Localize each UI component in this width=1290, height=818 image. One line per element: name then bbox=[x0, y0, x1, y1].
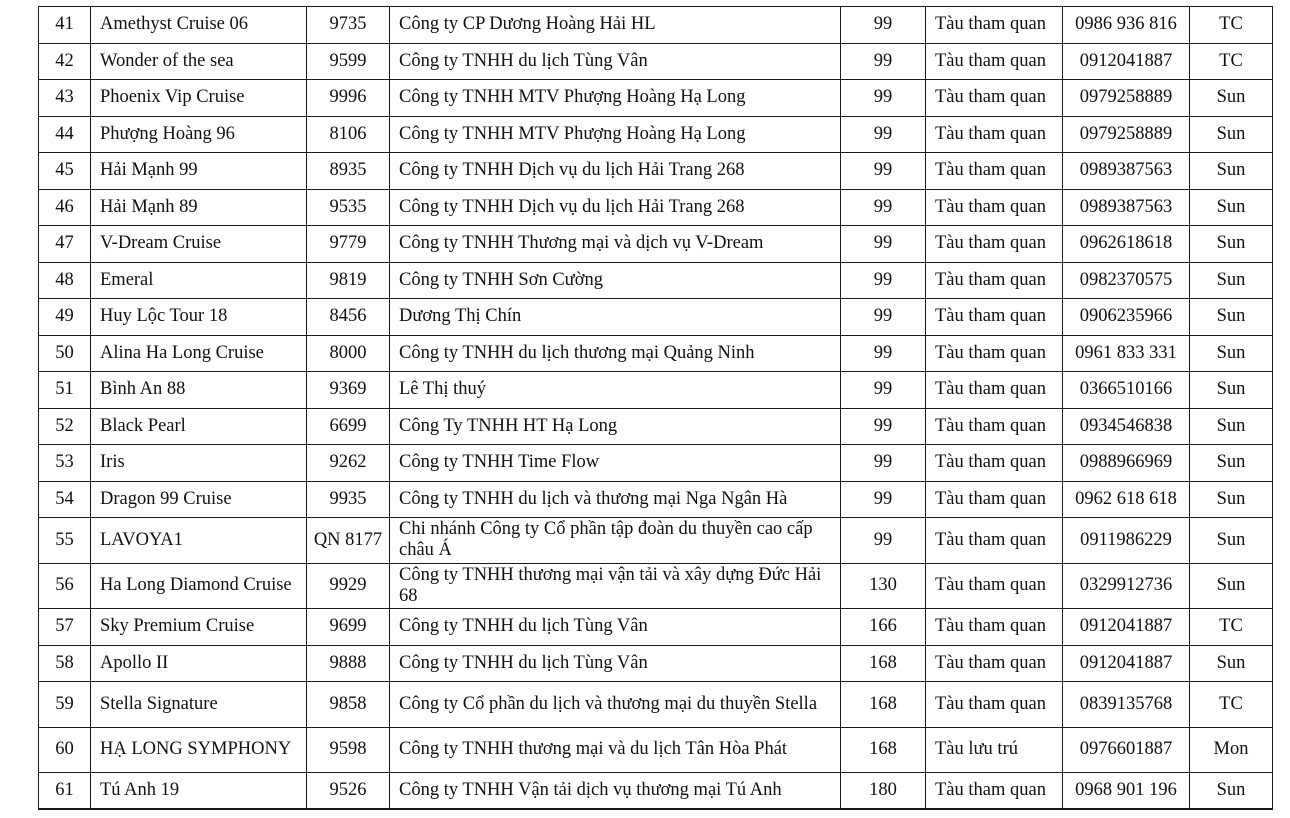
phone-number: 0968 901 196 bbox=[1063, 773, 1190, 810]
registration-number: 8000 bbox=[307, 335, 390, 372]
area-code: Sun bbox=[1190, 262, 1273, 299]
seat-count: 168 bbox=[841, 727, 926, 773]
owner-name: Dương Thị Chín bbox=[390, 299, 841, 336]
vessel-type: Tàu tham quan bbox=[926, 563, 1063, 609]
owner-name: Công ty TNHH du lịch thương mại Quảng Ninh bbox=[390, 335, 841, 372]
vessel-type: Tàu tham quan bbox=[926, 153, 1063, 190]
row-number: 51 bbox=[39, 372, 91, 409]
row-number: 60 bbox=[39, 727, 91, 773]
seat-count: 99 bbox=[841, 80, 926, 117]
registration-number: 9996 bbox=[307, 80, 390, 117]
phone-number: 0329912736 bbox=[1063, 563, 1190, 609]
vessel-name: HẠ LONG SYMPHONY bbox=[91, 727, 307, 773]
vessel-type: Tàu tham quan bbox=[926, 335, 1063, 372]
owner-name: Lê Thị thuý bbox=[390, 372, 841, 409]
row-number: 49 bbox=[39, 299, 91, 336]
phone-number: 0989387563 bbox=[1063, 153, 1190, 190]
vessel-type: Tàu tham quan bbox=[926, 682, 1063, 728]
row-number: 50 bbox=[39, 335, 91, 372]
phone-number: 0982370575 bbox=[1063, 262, 1190, 299]
area-code: Sun bbox=[1190, 563, 1273, 609]
table-row bbox=[39, 335, 1273, 372]
area-code: Sun bbox=[1190, 518, 1273, 564]
vessel-name: Black Pearl bbox=[91, 408, 307, 445]
area-code: Sun bbox=[1190, 80, 1273, 117]
seat-count: 99 bbox=[841, 445, 926, 482]
row-number: 58 bbox=[39, 645, 91, 682]
area-code: Sun bbox=[1190, 189, 1273, 226]
table-row bbox=[39, 80, 1273, 117]
vessel-name: Amethyst Cruise 06 bbox=[91, 7, 307, 44]
vessel-type: Tàu tham quan bbox=[926, 645, 1063, 682]
table-row bbox=[39, 609, 1273, 646]
phone-number: 0976601887 bbox=[1063, 727, 1190, 773]
owner-name: Công Ty TNHH HT Hạ Long bbox=[390, 408, 841, 445]
owner-name: Công ty TNHH MTV Phượng Hoàng Hạ Long bbox=[390, 80, 841, 117]
phone-number: 0986 936 816 bbox=[1063, 7, 1190, 44]
table-row bbox=[39, 445, 1273, 482]
area-code: TC bbox=[1190, 43, 1273, 80]
table-row bbox=[39, 299, 1273, 336]
vessel-name: LAVOYA1 bbox=[91, 518, 307, 564]
registration-number: 8935 bbox=[307, 153, 390, 190]
row-number: 53 bbox=[39, 445, 91, 482]
owner-name: Công ty CP Dương Hoàng Hải HL bbox=[390, 7, 841, 44]
owner-name: Công ty TNHH Thương mại và dịch vụ V-Dream bbox=[390, 226, 841, 263]
row-number: 42 bbox=[39, 43, 91, 80]
seat-count: 130 bbox=[841, 563, 926, 609]
registration-number: 8456 bbox=[307, 299, 390, 336]
vessel-type: Tàu tham quan bbox=[926, 299, 1063, 336]
table-row bbox=[39, 116, 1273, 153]
vessel-type: Tàu tham quan bbox=[926, 116, 1063, 153]
owner-name: Công ty TNHH thương mại vận tải và xây dựng Đức Hải 68 bbox=[390, 563, 841, 609]
area-code: Sun bbox=[1190, 226, 1273, 263]
row-number: 59 bbox=[39, 682, 91, 728]
area-code: Sun bbox=[1190, 645, 1273, 682]
vessel-type: Tàu tham quan bbox=[926, 80, 1063, 117]
seat-count: 99 bbox=[841, 299, 926, 336]
area-code: Sun bbox=[1190, 153, 1273, 190]
table-row bbox=[39, 408, 1273, 445]
row-number: 43 bbox=[39, 80, 91, 117]
vessel-name: Bình An 88 bbox=[91, 372, 307, 409]
registration-number: 9262 bbox=[307, 445, 390, 482]
row-number: 61 bbox=[39, 773, 91, 810]
vessel-name: Iris bbox=[91, 445, 307, 482]
vessel-name: Apollo II bbox=[91, 645, 307, 682]
vessel-name: Phoenix Vip Cruise bbox=[91, 80, 307, 117]
registration-number: QN 8177 bbox=[307, 518, 390, 564]
area-code: TC bbox=[1190, 7, 1273, 44]
vessel-name: Dragon 99 Cruise bbox=[91, 481, 307, 518]
vessel-name: Sky Premium Cruise bbox=[91, 609, 307, 646]
vessel-type: Tàu tham quan bbox=[926, 408, 1063, 445]
phone-number: 0989387563 bbox=[1063, 189, 1190, 226]
phone-number: 0912041887 bbox=[1063, 609, 1190, 646]
table-row bbox=[39, 682, 1273, 728]
seat-count: 99 bbox=[841, 481, 926, 518]
table-row bbox=[39, 481, 1273, 518]
vessel-name: Stella Signature bbox=[91, 682, 307, 728]
document-page bbox=[38, 6, 1272, 810]
seat-count: 99 bbox=[841, 189, 926, 226]
seat-count: 168 bbox=[841, 645, 926, 682]
row-number: 41 bbox=[39, 7, 91, 44]
vessel-type: Tàu tham quan bbox=[926, 609, 1063, 646]
seat-count: 99 bbox=[841, 518, 926, 564]
vessel-type: Tàu tham quan bbox=[926, 372, 1063, 409]
owner-name: Công ty TNHH du lịch Tùng Vân bbox=[390, 609, 841, 646]
phone-number: 0979258889 bbox=[1063, 80, 1190, 117]
phone-number: 0839135768 bbox=[1063, 682, 1190, 728]
seat-count: 99 bbox=[841, 262, 926, 299]
row-number: 47 bbox=[39, 226, 91, 263]
registration-number: 8106 bbox=[307, 116, 390, 153]
registration-number: 9888 bbox=[307, 645, 390, 682]
table-row bbox=[39, 153, 1273, 190]
vessel-table-body bbox=[39, 7, 1273, 810]
area-code: Sun bbox=[1190, 481, 1273, 518]
owner-name: Chi nhánh Công ty Cổ phần tập đoàn du thuyền cao cấp châu Á bbox=[390, 518, 841, 564]
vessel-table bbox=[38, 6, 1273, 810]
table-row bbox=[39, 262, 1273, 299]
seat-count: 99 bbox=[841, 226, 926, 263]
table-row bbox=[39, 7, 1273, 44]
vessel-type: Tàu tham quan bbox=[926, 43, 1063, 80]
registration-number: 9819 bbox=[307, 262, 390, 299]
seat-count: 99 bbox=[841, 153, 926, 190]
vessel-name: Wonder of the sea bbox=[91, 43, 307, 80]
vessel-type: Tàu tham quan bbox=[926, 226, 1063, 263]
vessel-type: Tàu tham quan bbox=[926, 518, 1063, 564]
area-code: Sun bbox=[1190, 335, 1273, 372]
vessel-type: Tàu lưu trú bbox=[926, 727, 1063, 773]
row-number: 57 bbox=[39, 609, 91, 646]
row-number: 56 bbox=[39, 563, 91, 609]
area-code: Sun bbox=[1190, 773, 1273, 810]
seat-count: 168 bbox=[841, 682, 926, 728]
vessel-name: Hải Mạnh 99 bbox=[91, 153, 307, 190]
phone-number: 0912041887 bbox=[1063, 43, 1190, 80]
registration-number: 9929 bbox=[307, 563, 390, 609]
phone-number: 0988966969 bbox=[1063, 445, 1190, 482]
phone-number: 0366510166 bbox=[1063, 372, 1190, 409]
registration-number: 9535 bbox=[307, 189, 390, 226]
seat-count: 180 bbox=[841, 773, 926, 810]
row-number: 54 bbox=[39, 481, 91, 518]
row-number: 44 bbox=[39, 116, 91, 153]
area-code: Sun bbox=[1190, 445, 1273, 482]
area-code: TC bbox=[1190, 609, 1273, 646]
table-row bbox=[39, 773, 1273, 810]
owner-name: Công ty TNHH du lịch Tùng Vân bbox=[390, 43, 841, 80]
registration-number: 9369 bbox=[307, 372, 390, 409]
registration-number: 9935 bbox=[307, 481, 390, 518]
phone-number: 0906235966 bbox=[1063, 299, 1190, 336]
area-code: Sun bbox=[1190, 299, 1273, 336]
registration-number: 6699 bbox=[307, 408, 390, 445]
vessel-type: Tàu tham quan bbox=[926, 189, 1063, 226]
row-number: 55 bbox=[39, 518, 91, 564]
registration-number: 9699 bbox=[307, 609, 390, 646]
vessel-type: Tàu tham quan bbox=[926, 445, 1063, 482]
vessel-name: Huy Lộc Tour 18 bbox=[91, 299, 307, 336]
vessel-type: Tàu tham quan bbox=[926, 7, 1063, 44]
owner-name: Công ty TNHH Sơn Cường bbox=[390, 262, 841, 299]
registration-number: 9598 bbox=[307, 727, 390, 773]
table-row bbox=[39, 226, 1273, 263]
area-code: Sun bbox=[1190, 372, 1273, 409]
seat-count: 99 bbox=[841, 335, 926, 372]
owner-name: Công ty TNHH thương mại và du lịch Tân Hòa Phát bbox=[390, 727, 841, 773]
seat-count: 99 bbox=[841, 408, 926, 445]
phone-number: 0961 833 331 bbox=[1063, 335, 1190, 372]
phone-number: 0934546838 bbox=[1063, 408, 1190, 445]
owner-name: Công ty TNHH du lịch và thương mại Nga Ngân Hà bbox=[390, 481, 841, 518]
vessel-name: V-Dream Cruise bbox=[91, 226, 307, 263]
phone-number: 0912041887 bbox=[1063, 645, 1190, 682]
owner-name: Công ty TNHH du lịch Tùng Vân bbox=[390, 645, 841, 682]
table-row bbox=[39, 372, 1273, 409]
vessel-name: Alina Ha Long Cruise bbox=[91, 335, 307, 372]
registration-number: 9858 bbox=[307, 682, 390, 728]
owner-name: Công ty TNHH Time Flow bbox=[390, 445, 841, 482]
owner-name: Công ty TNHH Dịch vụ du lịch Hải Trang 268 bbox=[390, 189, 841, 226]
area-code: TC bbox=[1190, 682, 1273, 728]
seat-count: 99 bbox=[841, 7, 926, 44]
vessel-type: Tàu tham quan bbox=[926, 262, 1063, 299]
area-code: Sun bbox=[1190, 408, 1273, 445]
area-code: Mon bbox=[1190, 727, 1273, 773]
registration-number: 9735 bbox=[307, 7, 390, 44]
table-row bbox=[39, 563, 1273, 609]
seat-count: 99 bbox=[841, 43, 926, 80]
vessel-name: Hải Mạnh 89 bbox=[91, 189, 307, 226]
vessel-name: Phượng Hoàng 96 bbox=[91, 116, 307, 153]
owner-name: Công ty TNHH Dịch vụ du lịch Hải Trang 268 bbox=[390, 153, 841, 190]
seat-count: 99 bbox=[841, 116, 926, 153]
vessel-name: Tú Anh 19 bbox=[91, 773, 307, 810]
row-number: 46 bbox=[39, 189, 91, 226]
vessel-name: Ha Long Diamond Cruise bbox=[91, 563, 307, 609]
registration-number: 9526 bbox=[307, 773, 390, 810]
table-row bbox=[39, 645, 1273, 682]
table-row bbox=[39, 43, 1273, 80]
registration-number: 9779 bbox=[307, 226, 390, 263]
vessel-type: Tàu tham quan bbox=[926, 481, 1063, 518]
row-number: 48 bbox=[39, 262, 91, 299]
area-code: Sun bbox=[1190, 116, 1273, 153]
seat-count: 166 bbox=[841, 609, 926, 646]
table-row bbox=[39, 189, 1273, 226]
owner-name: Công ty TNHH MTV Phượng Hoàng Hạ Long bbox=[390, 116, 841, 153]
owner-name: Công ty TNHH Vận tải dịch vụ thương mại Tú Anh bbox=[390, 773, 841, 810]
phone-number: 0962618618 bbox=[1063, 226, 1190, 263]
registration-number: 9599 bbox=[307, 43, 390, 80]
owner-name: Công ty Cổ phần du lịch và thương mại du thuyền Stella bbox=[390, 682, 841, 728]
seat-count: 99 bbox=[841, 372, 926, 409]
phone-number: 0911986229 bbox=[1063, 518, 1190, 564]
table-row bbox=[39, 518, 1273, 564]
row-number: 52 bbox=[39, 408, 91, 445]
table-row bbox=[39, 727, 1273, 773]
row-number: 45 bbox=[39, 153, 91, 190]
phone-number: 0979258889 bbox=[1063, 116, 1190, 153]
vessel-name: Emeral bbox=[91, 262, 307, 299]
vessel-type: Tàu tham quan bbox=[926, 773, 1063, 810]
phone-number: 0962 618 618 bbox=[1063, 481, 1190, 518]
